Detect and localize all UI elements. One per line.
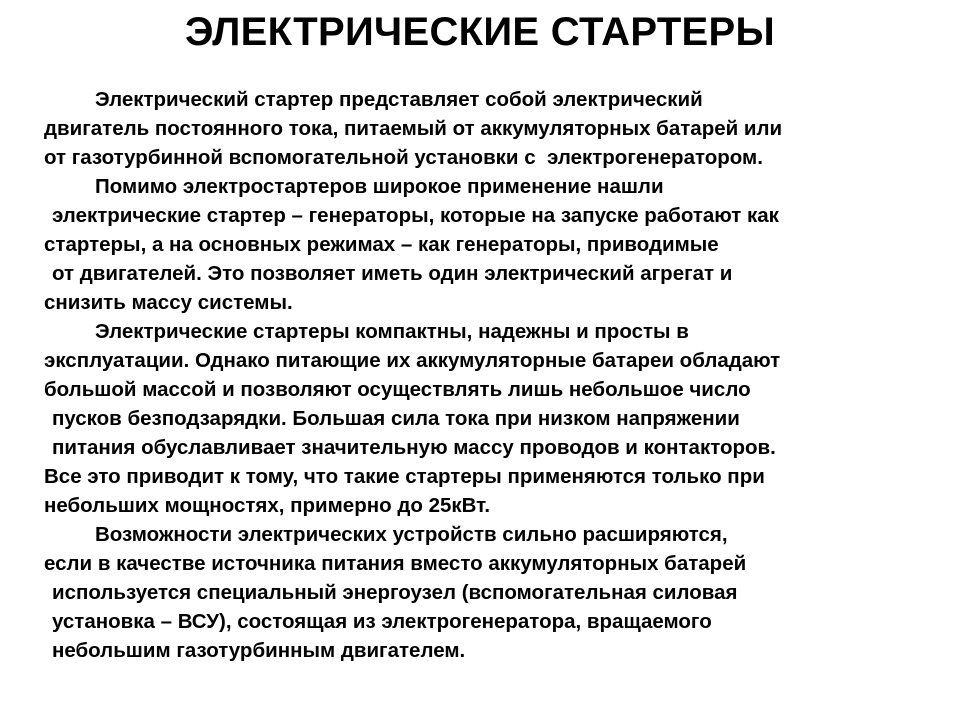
text-line: небольших мощностях, примерно до 25кВт.: [44, 494, 491, 517]
slide-title: ЭЛЕКТРИЧЕСКИЕ СТАРТЕРЫ: [185, 10, 775, 54]
text-line: снизить массу системы.: [44, 291, 293, 314]
text-line: двигатель постоянного тока, питаемый от аккумуляторных батарей или: [44, 117, 783, 140]
text-line: Все это приводит к тому, что такие стартеры применяются только при: [44, 465, 765, 488]
text-line: стартеры, а на основных режимах – как генераторы, приводимые: [44, 233, 719, 256]
text-line: используется специальный энергоузел (вспомогательная силовая: [52, 581, 738, 604]
text-line: пусков безподзарядки. Большая сила тока при низком напряжении: [52, 407, 740, 430]
text-line: Электрические стартеры компактны, надежны и просты в: [95, 320, 689, 343]
text-line: эксплуатации. Однако питающие их аккумуляторные батареи обладают: [44, 349, 781, 372]
text-line: небольшим газотурбинным двигателем.: [52, 639, 466, 662]
text-line: установка – ВСУ), состоящая из электрогенератора, вращаемого: [52, 610, 712, 633]
text-line: большой массой и позволяют осуществлять лишь небольшое число: [44, 378, 751, 401]
text-line: от двигателей. Это позволяет иметь один электрический агрегат и: [52, 262, 733, 285]
text-line: Помимо электростартеров широкое применение нашли: [95, 175, 664, 198]
text-line: Электрический стартер представляет собой электрический: [95, 88, 703, 111]
text-line: электрические стартер – генераторы, которые на запуске работают как: [52, 204, 779, 227]
text-line: если в качестве источника питания вместо аккумуляторных батарей: [44, 552, 747, 575]
text-line: питания обуславливает значительную массу проводов и контакторов.: [52, 436, 776, 459]
text-line: от газотурбинной вспомогательной установки с электрогенератором.: [44, 146, 763, 169]
text-line: Возможности электрических устройств сильно расширяются,: [95, 523, 728, 546]
